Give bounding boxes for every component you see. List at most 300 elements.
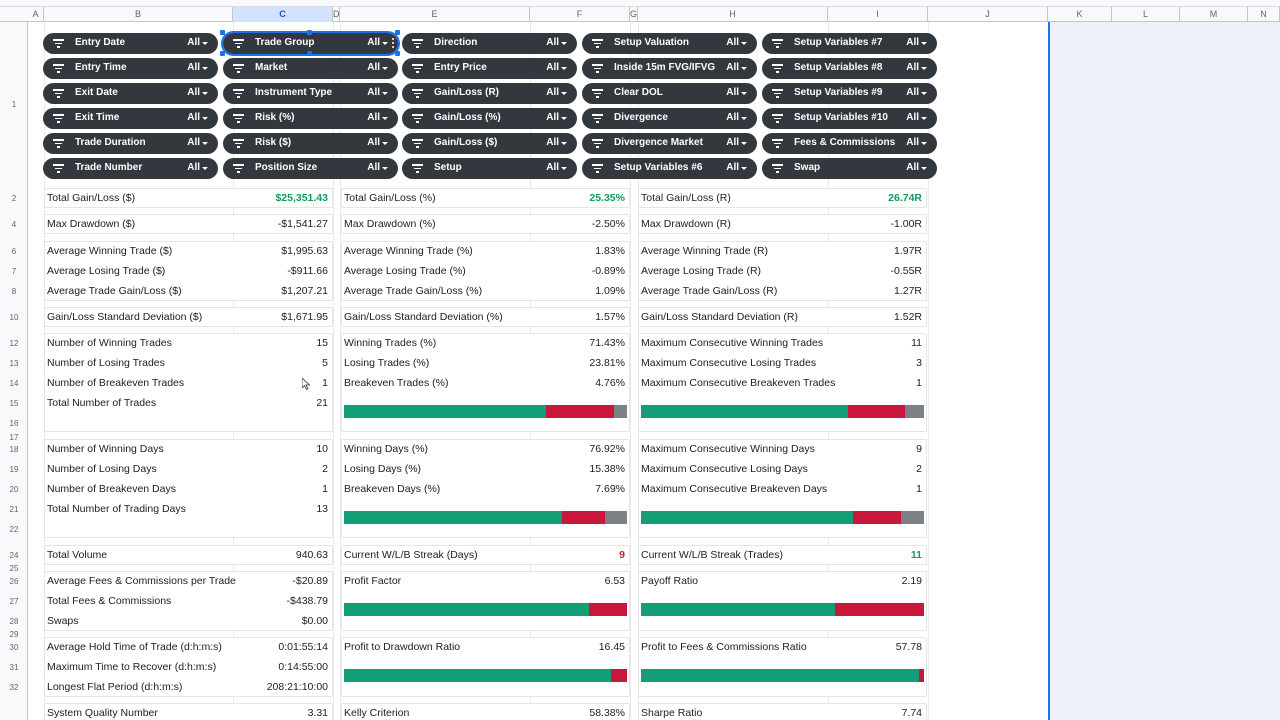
row-header-12[interactable]: 12 [9, 339, 19, 348]
resize-handle[interactable] [395, 30, 400, 35]
stat-value: 10 [316, 443, 328, 455]
filter-value[interactable]: All [367, 137, 380, 148]
stat-row-total-volume[interactable] [44, 545, 331, 565]
stat-row-average-winning-trade[interactable] [44, 241, 331, 261]
stat-value: 2.19 [901, 575, 922, 587]
win-segment [641, 603, 835, 616]
stat-label: Winning Days (%) [344, 443, 429, 455]
filter-icon[interactable] [592, 114, 603, 123]
stat-row-total-gain-loss[interactable] [341, 188, 628, 208]
stat-row-average-trade-gain-loss[interactable] [341, 281, 628, 301]
filter-label: Gain/Loss (%) [434, 112, 501, 123]
row-header-20[interactable]: 20 [9, 485, 19, 494]
stat-row-number-of-breakeven-days[interactable] [44, 479, 331, 499]
column-header-i[interactable]: I [828, 7, 928, 22]
filter-icon[interactable] [592, 39, 603, 48]
chevron-down-icon[interactable] [202, 92, 208, 95]
stat-value: 5 [322, 357, 328, 369]
chevron-down-icon[interactable] [382, 117, 388, 120]
filter-chip-gain-loss[interactable] [402, 133, 577, 154]
filter-icon[interactable] [233, 64, 244, 73]
stat-value: 76.92% [589, 443, 625, 455]
filter-label: Entry Date [75, 37, 126, 48]
row-header-29[interactable]: 29 [9, 630, 19, 639]
filter-value[interactable]: All [367, 37, 380, 48]
progress-bar-trades-pct [344, 405, 627, 418]
filter-chip-position-size[interactable] [223, 158, 398, 179]
stat-value: $1,671.95 [281, 311, 328, 323]
chevron-down-icon[interactable] [741, 117, 747, 120]
filter-chip-divergence-market[interactable] [582, 133, 757, 154]
stat-row-kelly-criterion[interactable] [341, 703, 628, 720]
stat-row-total-number-of-trading-days[interactable] [44, 499, 331, 519]
filter-value[interactable]: All [546, 137, 559, 148]
stat-value: 2 [916, 463, 922, 475]
filter-chip-swap[interactable] [762, 158, 937, 179]
filter-value[interactable]: All [187, 87, 200, 98]
row-header-30[interactable]: 30 [9, 643, 19, 652]
filter-icon[interactable] [233, 39, 244, 48]
row-header-14[interactable]: 14 [9, 379, 19, 388]
stat-row-average-losing-trade[interactable] [341, 261, 628, 281]
filter-label: Trade Duration [75, 137, 146, 148]
stat-row-number-of-winning-days[interactable] [44, 439, 331, 459]
chevron-down-icon[interactable] [921, 92, 927, 95]
filter-label: Clear DOL [614, 87, 663, 98]
filter-icon[interactable] [412, 164, 423, 173]
filter-icon[interactable] [53, 64, 64, 73]
stat-label: Total Fees & Commissions [47, 595, 172, 607]
column-header-n[interactable]: N [1248, 7, 1280, 22]
filter-chip-setup-variables-9[interactable] [762, 83, 937, 104]
stat-value: 208:21:10:00 [266, 681, 328, 693]
row-header-24[interactable]: 24 [9, 551, 19, 560]
filter-label: Fees & Commissions [794, 137, 896, 148]
filter-chip-instrument-type[interactable] [223, 83, 398, 104]
stat-row-average-trade-gain-loss[interactable] [44, 281, 331, 301]
filter-value[interactable]: All [906, 37, 919, 48]
chevron-down-icon[interactable] [202, 67, 208, 70]
row-header-31[interactable]: 31 [9, 663, 19, 672]
filter-label: Setup Variables #6 [614, 162, 703, 173]
stat-row-winning-days[interactable] [341, 439, 628, 459]
row-header-2[interactable]: 2 [11, 194, 17, 203]
stat-row-total-fees-commissions[interactable] [44, 591, 331, 611]
stat-row-winning-trades[interactable] [341, 333, 628, 353]
stat-row-longest-flat-period-d-h-m-s[interactable] [44, 677, 331, 697]
loss-segment [853, 511, 900, 524]
filter-chip-exit-date[interactable] [43, 83, 218, 104]
breakeven-segment [605, 511, 627, 524]
filter-icon[interactable] [412, 39, 423, 48]
loss-segment [919, 669, 924, 682]
stat-label: Maximum Consecutive Breakeven Days [641, 483, 828, 495]
chevron-down-icon[interactable] [561, 167, 567, 170]
filter-value[interactable]: All [726, 37, 739, 48]
stat-label: Sharpe Ratio [641, 707, 703, 719]
stat-label: Max Drawdown (R) [641, 218, 731, 230]
filter-chip-entry-time[interactable] [43, 58, 218, 79]
stat-label: Losing Days (%) [344, 463, 422, 475]
stat-row-payoff-ratio[interactable] [638, 571, 925, 591]
filter-value[interactable]: All [546, 37, 559, 48]
filter-icon[interactable] [53, 89, 64, 98]
stat-label: Maximum Consecutive Winning Days [641, 443, 815, 455]
stat-row-maximum-consecutive-losing-trades[interactable] [638, 353, 925, 373]
stat-row-average-fees-commissions-per-trade[interactable] [44, 571, 331, 591]
filter-icon[interactable] [53, 139, 64, 148]
win-segment [344, 405, 546, 418]
filter-value[interactable]: All [367, 162, 380, 173]
column-header-m[interactable]: M [1180, 7, 1248, 22]
filter-value[interactable]: All [187, 137, 200, 148]
chevron-down-icon[interactable] [202, 42, 208, 45]
toolbar-strip [0, 0, 1280, 7]
column-header-g[interactable]: G [630, 7, 638, 22]
filter-icon[interactable] [412, 64, 423, 73]
stat-value: 11 [910, 549, 922, 561]
chevron-down-icon[interactable] [202, 142, 208, 145]
filter-chip-divergence[interactable] [582, 108, 757, 129]
stat-row-average-losing-trade[interactable] [44, 261, 331, 281]
filter-chip-entry-price[interactable] [402, 58, 577, 79]
stat-row-total-gain-loss-r[interactable] [638, 188, 925, 208]
stat-row-max-drawdown[interactable] [44, 214, 331, 234]
filter-chip-trade-duration[interactable] [43, 133, 218, 154]
stat-value: -$438.79 [286, 595, 328, 607]
chevron-down-icon[interactable] [561, 67, 567, 70]
filter-label: Divergence Market [614, 137, 703, 148]
filter-label: Entry Time [75, 62, 127, 73]
row-header-1[interactable]: 1 [11, 100, 17, 109]
chevron-down-icon[interactable] [382, 67, 388, 70]
filter-label: Risk ($) [255, 137, 292, 148]
stat-row-breakeven-trades[interactable] [341, 373, 628, 393]
filter-value[interactable]: All [726, 87, 739, 98]
stat-row-average-winning-trade-r[interactable] [638, 241, 925, 261]
filter-value[interactable]: All [726, 137, 739, 148]
filter-icon[interactable] [53, 114, 64, 123]
chevron-down-icon[interactable] [561, 117, 567, 120]
filter-value[interactable]: All [546, 112, 559, 123]
stat-row-current-w-l-b-streak-trades[interactable] [638, 545, 925, 565]
column-header-h[interactable]: H [638, 7, 828, 22]
column-header-a[interactable]: A [28, 7, 44, 22]
more-options-icon[interactable] [392, 38, 395, 50]
breakeven-segment [614, 405, 627, 418]
win-segment [641, 669, 919, 682]
unused-columns-area[interactable] [1048, 22, 1280, 720]
filter-chip-setup-valuation[interactable] [582, 33, 757, 54]
filter-label: Market [255, 62, 288, 73]
filter-icon[interactable] [772, 89, 783, 98]
filter-chip-inside-15m-fvg-ifvg[interactable] [582, 58, 757, 79]
stat-value: 11 [911, 337, 922, 349]
filter-chip-risk[interactable] [223, 108, 398, 129]
filter-chip-trade-number[interactable] [43, 158, 218, 179]
stat-row-average-trade-gain-loss-r[interactable] [638, 281, 925, 301]
filter-value[interactable]: All [726, 62, 739, 73]
filter-value[interactable]: All [367, 87, 380, 98]
filter-value[interactable]: All [546, 162, 559, 173]
stat-label: Total Volume [47, 549, 108, 561]
resize-handle[interactable] [220, 51, 225, 56]
filter-icon[interactable] [772, 114, 783, 123]
chevron-down-icon[interactable] [741, 142, 747, 145]
column-header-k[interactable]: K [1048, 7, 1112, 22]
stat-label: Average Trade Gain/Loss (%) [344, 285, 483, 297]
filter-chip-fees-commissions[interactable] [762, 133, 937, 154]
stat-row-max-drawdown[interactable] [341, 214, 628, 234]
filter-chip-gain-loss-r[interactable] [402, 83, 577, 104]
filter-icon[interactable] [592, 164, 603, 173]
stat-row-average-losing-trade-r[interactable] [638, 261, 925, 281]
stat-row-maximum-consecutive-winning-trades[interactable] [638, 333, 925, 353]
stat-row-maximum-time-to-recover-d-h-m-s[interactable] [44, 657, 331, 677]
filter-icon[interactable] [233, 89, 244, 98]
stat-row-swaps[interactable] [44, 611, 331, 631]
filter-value[interactable]: All [367, 112, 380, 123]
stat-row-current-w-l-b-streak-days[interactable] [341, 545, 628, 565]
row-header-19[interactable]: 19 [9, 465, 19, 474]
row-header-18[interactable]: 18 [9, 445, 19, 454]
row-header-8[interactable]: 8 [11, 287, 17, 296]
row-header-6[interactable]: 6 [11, 247, 17, 256]
chevron-down-icon[interactable] [921, 42, 927, 45]
filter-icon[interactable] [53, 39, 64, 48]
column-header-l[interactable]: L [1112, 7, 1180, 22]
stat-value: 3 [916, 357, 922, 369]
stat-label: System Quality Number [47, 707, 158, 719]
filter-icon[interactable] [772, 139, 783, 148]
filter-chip-market[interactable] [223, 58, 398, 79]
stat-row-profit-factor[interactable] [341, 571, 628, 591]
stat-label: Maximum Consecutive Breakeven Trades [641, 377, 836, 389]
row-header-10[interactable]: 10 [9, 313, 19, 322]
filter-icon[interactable] [772, 64, 783, 73]
stat-row-profit-to-fees-commissions-ratio[interactable] [638, 637, 925, 657]
filter-value[interactable]: All [546, 87, 559, 98]
row-header-32[interactable]: 32 [9, 683, 19, 692]
filter-value[interactable]: All [906, 162, 919, 173]
filter-value[interactable]: All [726, 162, 739, 173]
stat-label: Average Trade Gain/Loss (R) [641, 285, 778, 297]
stat-row-gain-loss-standard-deviation[interactable] [341, 307, 628, 327]
stat-row-maximum-consecutive-breakeven-days[interactable] [638, 479, 925, 499]
row-header-16[interactable]: 16 [9, 419, 19, 428]
stat-row-average-winning-trade[interactable] [341, 241, 628, 261]
stat-value: 9 [916, 443, 922, 455]
filter-chip-entry-date[interactable] [43, 33, 218, 54]
chevron-down-icon[interactable] [921, 167, 927, 170]
filter-icon[interactable] [592, 64, 603, 73]
filter-chip-clear-dol[interactable] [582, 83, 757, 104]
filter-icon[interactable] [592, 139, 603, 148]
filter-icon[interactable] [412, 114, 423, 123]
column-header-d[interactable]: D [333, 7, 340, 22]
stat-label: Average Winning Trade (R) [641, 245, 769, 257]
stat-value: -1.00R [890, 218, 922, 230]
stat-label: Gain/Loss Standard Deviation ($) [47, 311, 203, 323]
stat-row-number-of-losing-trades[interactable] [44, 353, 331, 373]
filter-chip-risk[interactable] [223, 133, 398, 154]
filter-chip-setup-variables-8[interactable] [762, 58, 937, 79]
row-header-26[interactable]: 26 [9, 577, 19, 586]
row-header-17[interactable]: 17 [9, 433, 19, 442]
row-header-4[interactable]: 4 [11, 220, 17, 229]
chevron-down-icon[interactable] [382, 92, 388, 95]
progress-bar-days-consec [641, 511, 924, 524]
row-header-15[interactable]: 15 [9, 399, 19, 408]
filter-chip-gain-loss[interactable] [402, 108, 577, 129]
column-header-b[interactable]: B [44, 7, 233, 22]
stat-value: 3.31 [307, 707, 328, 719]
filter-chip-setup-variables-7[interactable] [762, 33, 937, 54]
chevron-down-icon[interactable] [741, 42, 747, 45]
stat-row-average-hold-time-of-trade-d-h-m-s[interactable] [44, 637, 331, 657]
row-header-27[interactable]: 27 [9, 597, 19, 606]
stat-row-gain-loss-standard-deviation-r[interactable] [638, 307, 925, 327]
stat-label: Breakeven Days (%) [344, 483, 441, 495]
chevron-down-icon[interactable] [921, 142, 927, 145]
breakeven-segment [905, 405, 924, 418]
row-header-7[interactable]: 7 [11, 267, 17, 276]
stat-row-number-of-losing-days[interactable] [44, 459, 331, 479]
filter-value[interactable]: All [546, 62, 559, 73]
row-header-13[interactable]: 13 [9, 359, 19, 368]
stat-row-maximum-consecutive-losing-days[interactable] [638, 459, 925, 479]
filter-icon[interactable] [412, 139, 423, 148]
resize-handle[interactable] [307, 30, 312, 35]
filter-value[interactable]: All [367, 62, 380, 73]
filter-value[interactable]: All [906, 87, 919, 98]
filter-icon[interactable] [53, 164, 64, 173]
chevron-down-icon[interactable] [202, 167, 208, 170]
resize-handle[interactable] [220, 30, 225, 35]
chevron-down-icon[interactable] [921, 117, 927, 120]
chevron-down-icon[interactable] [382, 142, 388, 145]
filter-chip-setup[interactable] [402, 158, 577, 179]
filter-value[interactable]: All [187, 37, 200, 48]
column-header-j[interactable]: J [928, 7, 1048, 22]
filter-chip-direction[interactable] [402, 33, 577, 54]
stat-row-sharpe-ratio[interactable] [638, 703, 925, 720]
stat-label: Number of Winning Days [47, 443, 164, 455]
row-header-21[interactable]: 21 [9, 505, 19, 514]
win-segment [641, 405, 848, 418]
win-segment [344, 669, 611, 682]
row-header-25[interactable]: 25 [9, 564, 19, 573]
column-header-c[interactable]: C [233, 7, 333, 22]
stat-row-total-gain-loss[interactable] [44, 188, 331, 208]
stat-row-system-quality-number[interactable] [44, 703, 331, 720]
filter-icon[interactable] [412, 89, 423, 98]
chevron-down-icon[interactable] [561, 42, 567, 45]
stat-row-number-of-breakeven-trades[interactable] [44, 373, 331, 393]
chevron-down-icon[interactable] [741, 92, 747, 95]
stat-row-gain-loss-standard-deviation[interactable] [44, 307, 331, 327]
filter-value[interactable]: All [187, 162, 200, 173]
stat-value: 6.53 [604, 575, 625, 587]
stat-label: Current W/L/B Streak (Days) [344, 549, 478, 561]
filter-icon[interactable] [233, 139, 244, 148]
stat-row-breakeven-days[interactable] [341, 479, 628, 499]
filter-chip-setup-variables-6[interactable] [582, 158, 757, 179]
chevron-down-icon[interactable] [741, 67, 747, 70]
stat-label: Max Drawdown (%) [344, 218, 436, 230]
filter-value[interactable]: All [187, 112, 200, 123]
stat-value: -0.55R [890, 265, 922, 277]
filter-label: Inside 15m FVG/IFVG [614, 62, 716, 73]
column-header-f[interactable]: F [530, 7, 630, 22]
stat-label: Total Number of Trades [47, 397, 157, 409]
filter-icon[interactable] [772, 39, 783, 48]
stat-value: 1.27R [893, 285, 922, 297]
filter-label: Setup Variables #10 [794, 112, 888, 123]
filter-value[interactable]: All [187, 62, 200, 73]
stat-value: 1.09% [595, 285, 625, 297]
stat-label: Maximum Consecutive Winning Trades [641, 337, 824, 349]
stat-row-maximum-consecutive-breakeven-trades[interactable] [638, 373, 925, 393]
filter-icon[interactable] [772, 164, 783, 173]
stat-row-losing-trades[interactable] [341, 353, 628, 373]
stat-value: -0.89% [591, 265, 625, 277]
stat-label: Gain/Loss Standard Deviation (R) [641, 311, 798, 323]
stat-value: -2.50% [591, 218, 625, 230]
filter-chip-exit-time[interactable] [43, 108, 218, 129]
filter-value[interactable]: All [906, 62, 919, 73]
chevron-down-icon[interactable] [561, 142, 567, 145]
row-header-28[interactable]: 28 [9, 617, 19, 626]
filter-chip-setup-variables-10[interactable] [762, 108, 937, 129]
stat-value: -$1,541.27 [277, 218, 328, 230]
filter-value[interactable]: All [906, 137, 919, 148]
filter-value[interactable]: All [906, 112, 919, 123]
progress-bar-profit-to-fees [641, 669, 924, 682]
stat-row-losing-days[interactable] [341, 459, 628, 479]
stat-row-max-drawdown-r[interactable] [638, 214, 925, 234]
filter-icon[interactable] [233, 114, 244, 123]
filter-icon[interactable] [233, 164, 244, 173]
chevron-down-icon[interactable] [921, 67, 927, 70]
stat-row-maximum-consecutive-winning-days[interactable] [638, 439, 925, 459]
stat-value: $1,207.21 [281, 285, 328, 297]
stat-value: 71.43% [589, 337, 625, 349]
stat-label: Maximum Consecutive Losing Trades [641, 357, 817, 369]
filter-value[interactable]: All [726, 112, 739, 123]
column-header-e[interactable]: E [340, 7, 530, 22]
loss-segment [562, 511, 606, 524]
filter-icon[interactable] [592, 89, 603, 98]
row-header-22[interactable]: 22 [9, 525, 19, 534]
stat-value: 15 [316, 337, 328, 349]
filter-label: Entry Price [434, 62, 487, 73]
chevron-down-icon[interactable] [382, 42, 388, 45]
resize-handle[interactable] [395, 51, 400, 56]
chevron-down-icon[interactable] [382, 167, 388, 170]
resize-handle[interactable] [307, 51, 312, 56]
stat-label: Average Fees & Commissions per Trade [47, 575, 236, 587]
filter-label: Setup Variables #8 [794, 62, 883, 73]
chevron-down-icon[interactable] [202, 117, 208, 120]
stat-row-profit-to-drawdown-ratio[interactable] [341, 637, 628, 657]
stat-value: 940.63 [295, 549, 328, 561]
progress-bar-trades-consec [641, 405, 924, 418]
chevron-down-icon[interactable] [561, 92, 567, 95]
stat-row-number-of-winning-trades[interactable] [44, 333, 331, 353]
chevron-down-icon[interactable] [741, 167, 747, 170]
stat-row-total-number-of-trades[interactable] [44, 393, 331, 413]
